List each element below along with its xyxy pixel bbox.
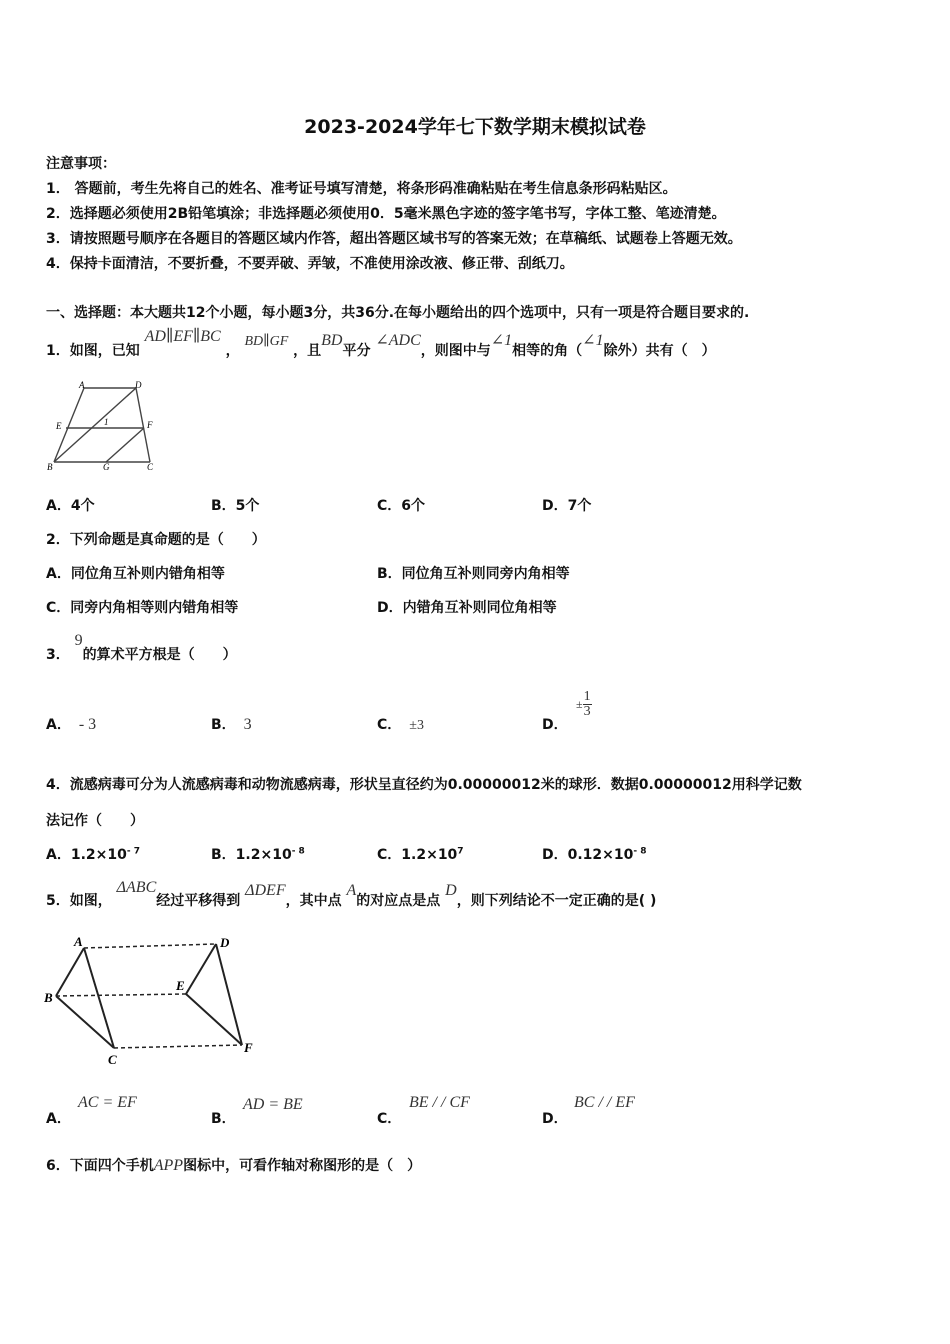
q5-option-a[interactable]: AC = EF: [78, 1094, 137, 1111]
point-label: D: [135, 380, 142, 390]
question-4-stem-line-1: 4．流感病毒可分为人流感病毒和动物流感病毒，形状呈直径约为0.00000012米的球形．数据0.00000012用科学记数: [46, 777, 802, 793]
math-expression: ΔABC: [116, 879, 157, 896]
section-heading: 一、选择题：本大题共12个小题，每小题3分，共36分.在每小题给出的四个选项中，只有一项是符合题目要求的.: [46, 305, 750, 321]
q3-option-b[interactable]: B． 3: [211, 716, 252, 733]
q4-option-b[interactable]: B．$1.2\times 10^{- 8}$: [211, 846, 305, 863]
q5-option-d-label[interactable]: D．: [542, 1111, 568, 1127]
point-label: G: [103, 462, 110, 472]
question-1-figure: [46, 378, 166, 474]
math-expression: BD: [321, 332, 343, 349]
q2-option-c[interactable]: C．同旁内角相等则内错角相等: [46, 600, 239, 616]
math-expression: APP: [153, 1157, 184, 1174]
question-4-stem-line-2: 法记作（ ）: [46, 813, 144, 829]
question-1-stem: 1．如图，已知 AD∥EF∥BC ， BD∥GF ，且BD平分 ∠ADC，则图中与∠1相等的角（∠1除外）共有（ ）: [46, 328, 716, 359]
math-expression: AD∥EF∥BC: [144, 328, 221, 345]
question-2-stem: 2．下列命题是真命题的是（ ）: [46, 532, 266, 548]
math-expression: ∠ADC: [375, 332, 421, 349]
point-label: C: [108, 1052, 117, 1066]
q3-option-d-fraction: ± $\frac{1}{3}$: [576, 689, 591, 719]
math-expression: D: [445, 882, 457, 899]
point-label: B: [47, 462, 53, 472]
question-5-figure: [44, 930, 264, 1066]
math-expression: ΔDEF: [245, 882, 286, 899]
notice-item-3: 3．请按照题号顺序在各题目的答题区域内作答，超出答题区域书写的答案无效；在草稿纸、试题卷上答题无效。: [46, 231, 742, 247]
q5-option-c[interactable]: BE / / CF: [409, 1094, 470, 1111]
point-label: C: [147, 462, 154, 472]
page-title: 2023-2024学年七下数学期末模拟试卷: [304, 116, 646, 138]
question-5-stem: 5．如图， ΔABC经过平移得到 ΔDEF，其中点 A的对应点是点 D，则下列结论不一定正确的是( ): [46, 879, 657, 909]
q5-option-d[interactable]: BC / / EF: [574, 1094, 635, 1111]
q2-option-d[interactable]: D．内错角互补则同位角相等: [377, 600, 557, 616]
math-expression: 9: [74, 632, 83, 649]
q5-option-b[interactable]: AD = BE: [243, 1096, 303, 1113]
notice-item-2: 2．选择题必须使用2B铅笔填涂；非选择题必须使用0．5毫米黑色字迹的签字笔书写，字体工整、笔迹清楚。: [46, 206, 726, 222]
q4-option-d[interactable]: D．$0.12\times 10^{- 8}$: [542, 846, 647, 863]
notice-item-4: 4．保持卡面清洁，不要折叠，不要弄破、弄皱，不准使用涂改液、修正带、刮纸刀。: [46, 256, 574, 272]
q4-option-a[interactable]: A．$1.2\times 10^{- 7}$: [46, 846, 140, 863]
q1-option-b[interactable]: B．5个: [211, 498, 260, 514]
point-label: E: [56, 421, 62, 431]
point-label: F: [244, 1040, 253, 1055]
q2-option-b[interactable]: B．同位角互补则同旁内角相等: [377, 566, 570, 582]
angle-label: 1: [104, 417, 109, 427]
q1-option-c[interactable]: C．6个: [377, 498, 426, 514]
question-6-stem: 6．下面四个手机APP图标中，可看作轴对称图形的是（ ）: [46, 1157, 422, 1174]
math-expression: A: [346, 882, 357, 899]
point-label: B: [44, 990, 53, 1005]
q3-option-c[interactable]: C． ±3: [377, 717, 424, 733]
notice-heading: 注意事项：: [46, 156, 116, 172]
notice-item-1: 1． 答题前，考生先将自己的姓名、准考证号填写清楚，将条形码准确粘贴在考生信息条形码粘贴区。: [46, 181, 677, 197]
point-label: E: [176, 978, 185, 993]
math-expression: ∠1: [582, 332, 604, 349]
q5-option-b-label[interactable]: B．: [211, 1111, 236, 1127]
math-expression: BD∥GF: [244, 334, 289, 349]
q3-option-d[interactable]: D．: [542, 717, 568, 733]
q4-option-c[interactable]: C．$1.2\times 10^7$: [377, 846, 464, 863]
point-label: A: [74, 934, 83, 949]
q1-option-a[interactable]: A．4个: [46, 498, 95, 514]
point-label: D: [220, 935, 230, 950]
point-label: A: [79, 380, 85, 390]
q5-option-c-label[interactable]: C．: [377, 1111, 402, 1127]
point-label: F: [147, 420, 153, 430]
q2-option-a[interactable]: A．同位角互补则内错角相等: [46, 566, 225, 582]
math-expression: ∠1: [490, 332, 513, 349]
question-3-stem: 3． 9的算术平方根是（ ）: [46, 632, 237, 663]
q5-option-a-label[interactable]: A．: [46, 1111, 71, 1127]
q3-option-a[interactable]: A． - 3: [46, 716, 97, 733]
q1-option-d[interactable]: D．7个: [542, 498, 592, 514]
